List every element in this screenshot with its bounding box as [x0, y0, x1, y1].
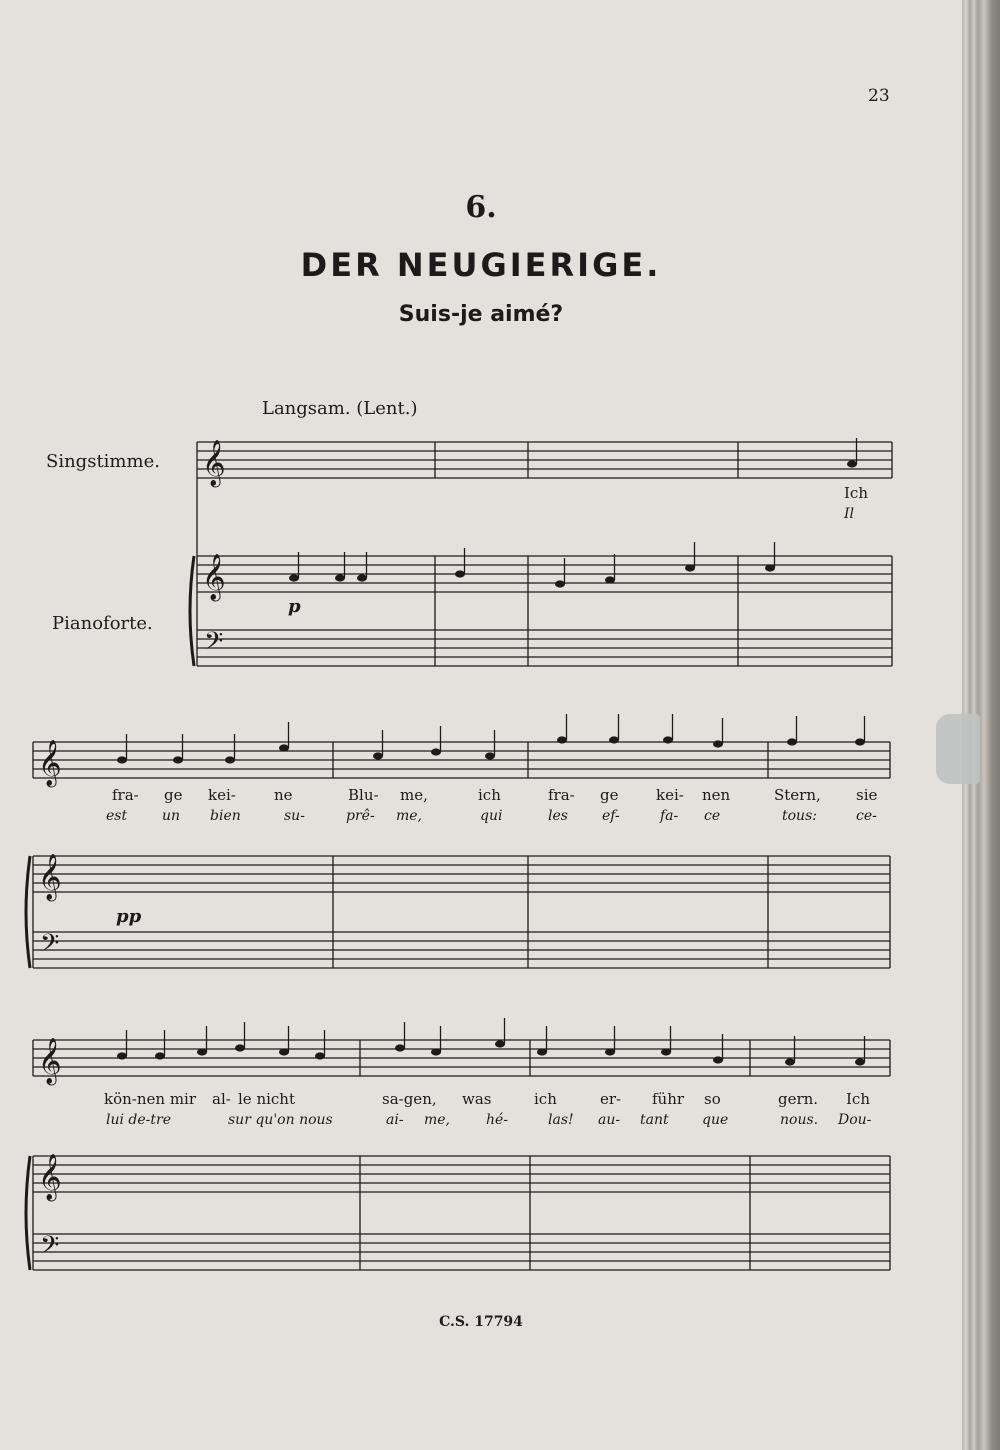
brace-icon: [190, 556, 194, 666]
note-head: [395, 1044, 405, 1051]
note-head: [197, 1048, 207, 1055]
note-head: [785, 1058, 795, 1065]
note-head: [117, 1052, 127, 1059]
lyric-word-fr: fa-: [660, 808, 679, 824]
note-head: [555, 580, 565, 587]
piano-bass-staff: [33, 1234, 890, 1270]
lyric-word: ich: [478, 786, 501, 804]
page-number: 23: [868, 86, 890, 106]
note-head: [495, 1040, 505, 1047]
lyric-word-fr: tous:: [782, 808, 817, 824]
note-head: [225, 756, 235, 763]
lyric-word-fr: ai-: [386, 1112, 404, 1128]
lyric-word-fr: su-: [284, 808, 305, 824]
note-head: [431, 1048, 441, 1055]
plate-number: C.S. 17794: [439, 1314, 523, 1330]
staff-lines: [26, 440, 892, 1270]
lyric-word-fr: tant: [640, 1112, 669, 1128]
note-head: [609, 736, 619, 743]
lyric-word-fr: lui de-tre: [106, 1112, 172, 1128]
treble-clef-icon: 𝄞: [202, 554, 226, 600]
lyric-word: Ich: [846, 1090, 870, 1108]
note-head: [431, 748, 441, 755]
piano-treble-staff: [33, 856, 890, 892]
lyric-word-fr: ef-: [602, 808, 620, 824]
lyric-word-fr: sur qu'on nous: [228, 1112, 333, 1128]
lyric-word-fr: me,: [424, 1112, 451, 1128]
note-head: [605, 576, 615, 583]
lyric-word: fra-: [112, 786, 139, 804]
dynamic-mark-2: pp: [116, 906, 142, 927]
note-head: [765, 564, 775, 571]
lyric-word: er-: [600, 1090, 622, 1108]
lyric-word-fr: Il: [844, 506, 855, 522]
lyric-word-fr: bien: [210, 808, 241, 824]
lyric-word: führ: [652, 1090, 685, 1108]
treble-clef-icon: 𝄞: [202, 440, 226, 486]
bass-clef-icon: 𝄢: [40, 929, 60, 964]
lyric-word: gern.: [778, 1090, 819, 1108]
lyric-word: was: [462, 1090, 492, 1108]
note-head: [485, 752, 495, 759]
treble-clef-icon: 𝄞: [38, 1038, 62, 1084]
lyric-word-fr: ce-: [856, 808, 877, 824]
lyric-word: kei-: [208, 786, 236, 804]
lyric-word: ne: [274, 786, 293, 804]
lyric-word: Stern,: [774, 786, 821, 804]
note-head: [455, 570, 465, 577]
note-head: [605, 1048, 615, 1055]
lyric-word: sie: [856, 786, 878, 804]
note-head: [279, 1048, 289, 1055]
note-head: [173, 756, 183, 763]
treble-clef-icon: 𝄞: [38, 1154, 62, 1200]
note-head: [537, 1048, 547, 1055]
note-head: [279, 744, 289, 751]
note-head: [335, 574, 345, 581]
piano-treble-staff: [33, 1156, 890, 1192]
piano-treble-staff: [197, 556, 892, 592]
lyric-word: ich: [534, 1090, 557, 1108]
note-head: [847, 460, 857, 467]
song-number: 6.: [465, 190, 497, 225]
brace-icon: [26, 856, 30, 968]
note-head: [357, 574, 367, 581]
song-title: DER NEUGIERIGE.: [300, 246, 662, 284]
note-heads: [117, 438, 865, 1066]
note-head: [117, 756, 127, 763]
lyric-word: Blu-: [348, 786, 379, 804]
lyric-word-fr: au-: [598, 1112, 621, 1128]
voice-label: Singstimme.: [46, 451, 160, 472]
lyric-word-fr: que: [702, 1112, 729, 1128]
note-head: [663, 736, 673, 743]
lyric-word-fr: un: [162, 808, 181, 824]
bass-clef-icon: 𝄢: [204, 627, 224, 662]
note-head: [235, 1044, 245, 1051]
lyric-word: fra-: [548, 786, 575, 804]
note-head: [713, 740, 723, 747]
lyric-word-fr: Dou-: [838, 1112, 872, 1128]
treble-clef-icon: 𝄞: [38, 740, 62, 786]
treble-clef-icon: 𝄞: [38, 854, 62, 900]
lyric-word-fr: me,: [396, 808, 423, 824]
note-head: [315, 1052, 325, 1059]
bass-clef-icon: 𝄢: [40, 1231, 60, 1266]
lyric-word: le nicht: [238, 1090, 295, 1108]
note-head: [855, 738, 865, 745]
note-head: [557, 736, 567, 743]
lyric-word: ge: [600, 786, 619, 804]
voice-staff: [33, 742, 890, 778]
lyric-word-fr: nous.: [780, 1112, 819, 1128]
lyric-word: me,: [400, 786, 428, 804]
piano-label: Pianoforte.: [52, 613, 153, 634]
lyric-word: al-: [212, 1090, 231, 1108]
lyric-word: Ich: [844, 484, 868, 502]
voice-staff: [197, 442, 892, 478]
note-head: [289, 574, 299, 581]
lyric-word: sa-gen,: [382, 1090, 437, 1108]
lyric-word-fr: ce: [704, 808, 721, 824]
song-subtitle: Suis-je aimé?: [398, 302, 564, 327]
lyric-word-fr: est: [106, 808, 128, 824]
brace-icon: [26, 1156, 30, 1270]
lyric-word-fr: les: [548, 808, 568, 824]
piano-bass-staff: [197, 630, 892, 666]
lyric-word-fr: qui: [480, 808, 503, 824]
lyric-word-fr: hé-: [486, 1112, 509, 1128]
lyric-word: kön-nen mir: [104, 1090, 197, 1108]
dynamic-mark-1: p: [288, 596, 301, 617]
note-head: [155, 1052, 165, 1059]
lyric-word: so: [704, 1090, 721, 1108]
lyric-word: nen: [702, 786, 731, 804]
note-head: [855, 1058, 865, 1065]
note-head: [713, 1056, 723, 1063]
piano-bass-staff: [33, 932, 890, 968]
lyric-word-fr: las!: [548, 1112, 574, 1128]
note-head: [685, 564, 695, 571]
note-head: [661, 1048, 671, 1055]
note-head: [787, 738, 797, 745]
tempo-marking: Langsam. (Lent.): [262, 398, 418, 419]
lyric-word: kei-: [656, 786, 684, 804]
lyric-word: ge: [164, 786, 183, 804]
note-head: [373, 752, 383, 759]
lyric-word-fr: prê-: [346, 808, 375, 824]
